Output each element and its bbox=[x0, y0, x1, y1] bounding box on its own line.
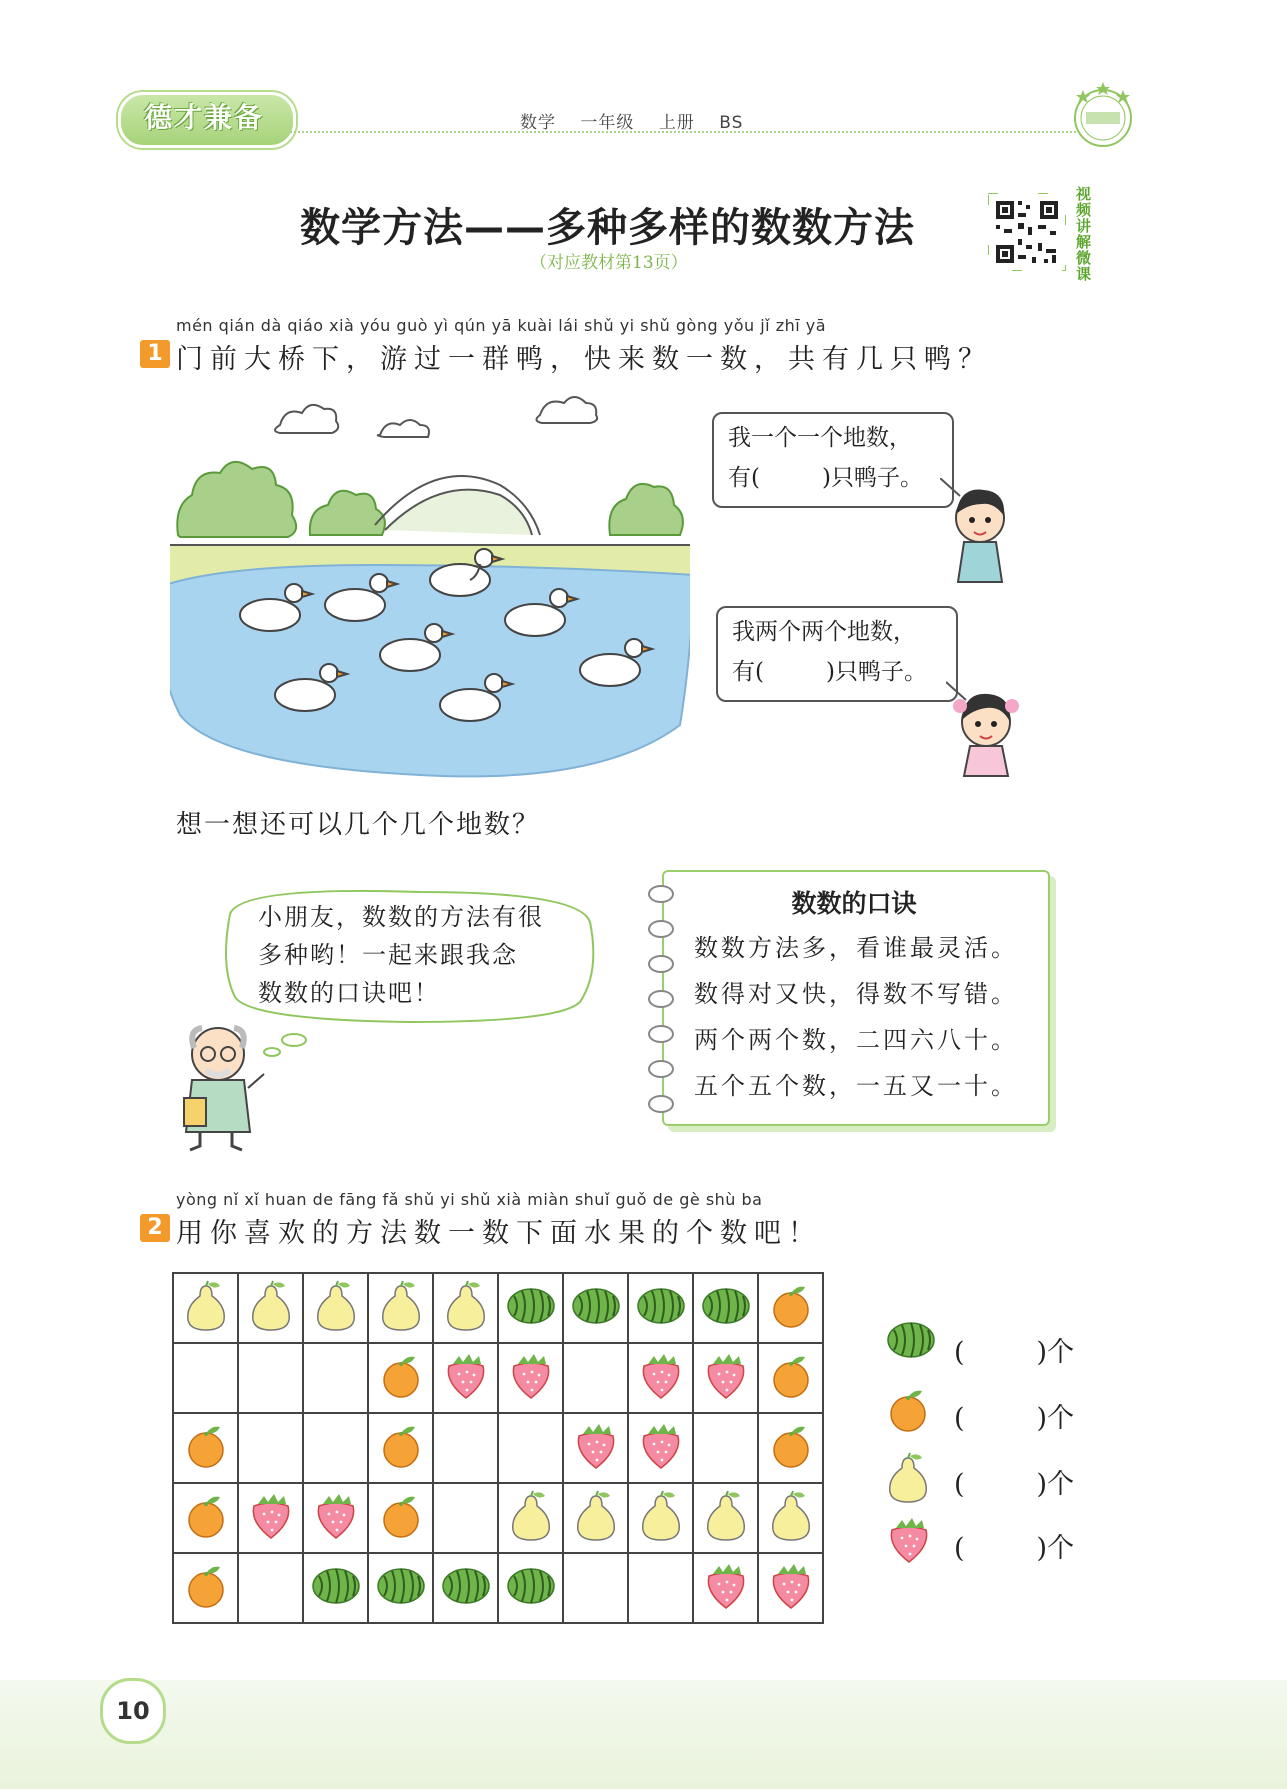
strawberry-icon bbox=[703, 1385, 749, 1404]
grid-row bbox=[173, 1413, 823, 1483]
orange-cell bbox=[758, 1273, 823, 1343]
pear-icon bbox=[574, 1527, 618, 1546]
publisher-seal-icon bbox=[1070, 78, 1136, 150]
legend-paren-close: )个 bbox=[1036, 1403, 1075, 1434]
think-prompt: 想一想还可以几个几个地数？ bbox=[176, 810, 541, 840]
legend-row-strawberry bbox=[886, 1516, 1096, 1576]
pear-icon bbox=[249, 1317, 293, 1336]
pear-icon bbox=[886, 1452, 930, 1511]
pear-cell bbox=[693, 1483, 758, 1553]
binder-ring-icon bbox=[648, 920, 674, 938]
strawberry-cell bbox=[303, 1483, 368, 1553]
grid-row bbox=[173, 1483, 823, 1553]
orange-icon bbox=[379, 1385, 423, 1404]
legend-answer bbox=[954, 1526, 1074, 1565]
rhyme-line: 数数方法多，看谁最灵活。 bbox=[694, 934, 1018, 962]
empty-cell bbox=[238, 1343, 303, 1413]
rhyme-line: 五个五个数，一五又一十。 bbox=[694, 1072, 1018, 1100]
pear-cell bbox=[368, 1273, 433, 1343]
logo-text: 德才兼备 bbox=[143, 101, 264, 134]
strawberry-icon bbox=[768, 1595, 814, 1614]
legend-paren-open: ( bbox=[954, 1469, 965, 1500]
grid-row bbox=[173, 1553, 823, 1623]
strawberry-cell bbox=[693, 1553, 758, 1623]
strawberry-cell bbox=[628, 1343, 693, 1413]
page-subtitle: （对应教材第13页） bbox=[530, 253, 688, 273]
q1-pinyin: mén qián dà qiáo xià yóu guò yì qún yā kuài lái shǔ yi shǔ gòng yǒu jǐ zhī yā bbox=[176, 316, 827, 335]
teacher-message bbox=[258, 898, 578, 1012]
watermelon-icon bbox=[441, 1591, 491, 1610]
orange-cell bbox=[368, 1343, 433, 1413]
orange-icon bbox=[379, 1525, 423, 1544]
header-book-info bbox=[520, 108, 761, 133]
pear-cell bbox=[238, 1273, 303, 1343]
empty-cell bbox=[628, 1553, 693, 1623]
girl-bubble-line1: 我两个两个地数， bbox=[732, 619, 916, 645]
rhyme-line: 两个两个数，二四六八十。 bbox=[694, 1026, 1018, 1054]
legend-answer bbox=[954, 1396, 1074, 1435]
watermelon-icon bbox=[506, 1591, 556, 1610]
watermelon-icon bbox=[506, 1311, 556, 1330]
pear-icon bbox=[184, 1317, 228, 1336]
strawberry-cell bbox=[238, 1483, 303, 1553]
orange-icon bbox=[184, 1525, 228, 1544]
legend-answer bbox=[954, 1330, 1074, 1369]
orange-cell bbox=[173, 1553, 238, 1623]
empty-cell bbox=[433, 1483, 498, 1553]
watermelon-icon bbox=[636, 1311, 686, 1330]
watermelon-cell bbox=[498, 1553, 563, 1623]
pear-cell bbox=[758, 1483, 823, 1553]
orange-icon bbox=[886, 1386, 930, 1441]
pear-cell bbox=[173, 1273, 238, 1343]
pear-icon bbox=[704, 1527, 748, 1546]
empty-cell bbox=[433, 1413, 498, 1483]
empty-cell bbox=[563, 1553, 628, 1623]
watermelon-cell bbox=[563, 1273, 628, 1343]
binder-ring-icon bbox=[648, 990, 674, 1008]
watermelon-icon bbox=[376, 1591, 426, 1610]
teacher-line-3: 数数的口诀吧！ bbox=[258, 979, 440, 1007]
empty-cell bbox=[303, 1413, 368, 1483]
page-title: 数学方法——多种多样的数数方法 bbox=[300, 205, 915, 251]
grid-row bbox=[173, 1273, 823, 1343]
qr-label: 视频讲解微课 bbox=[1076, 185, 1092, 283]
boy-bubble-line1: 我一个一个地数， bbox=[728, 425, 912, 451]
watermelon-cell bbox=[303, 1553, 368, 1623]
footer-band bbox=[0, 1680, 1287, 1789]
question-number-2: 2 bbox=[140, 1214, 170, 1242]
watermelon-cell bbox=[368, 1553, 433, 1623]
header-subject: 数学 bbox=[520, 113, 556, 133]
empty-cell bbox=[563, 1343, 628, 1413]
strawberry-icon bbox=[508, 1385, 554, 1404]
strawberry-icon bbox=[638, 1385, 684, 1404]
empty-cell bbox=[498, 1413, 563, 1483]
legend-paren-open: ( bbox=[954, 1403, 965, 1434]
orange-icon bbox=[769, 1455, 813, 1474]
pear-cell bbox=[563, 1483, 628, 1553]
legend-row-orange bbox=[886, 1386, 1096, 1446]
strawberry-cell bbox=[498, 1343, 563, 1413]
watermelon-icon bbox=[701, 1311, 751, 1330]
legend-row-pear bbox=[886, 1452, 1096, 1512]
page-number: 10 bbox=[100, 1678, 166, 1744]
q2-text: 用你喜欢的方法数一数下面水果的个数吧！ bbox=[176, 1218, 822, 1249]
strawberry-cell bbox=[758, 1553, 823, 1623]
legend-row-watermelon bbox=[886, 1320, 1096, 1380]
rhyme-line: 数得对又快，得数不写错。 bbox=[694, 980, 1018, 1008]
boy-speech-bubble bbox=[712, 412, 954, 508]
q1-text: 门前大桥下，游过一群鸭，快来数一数，共有几只鸭？ bbox=[176, 344, 992, 375]
question-number-1: 1 bbox=[140, 340, 170, 368]
empty-cell bbox=[238, 1413, 303, 1483]
strawberry-icon bbox=[703, 1595, 749, 1614]
orange-cell bbox=[368, 1413, 433, 1483]
watermelon-cell bbox=[433, 1553, 498, 1623]
legend-paren-close: )个 bbox=[1036, 1469, 1075, 1500]
binder-ring-icon bbox=[648, 1025, 674, 1043]
binder-ring-icon bbox=[648, 1060, 674, 1078]
strawberry-icon bbox=[313, 1525, 359, 1544]
pear-icon bbox=[769, 1527, 813, 1546]
legend-paren-close: )个 bbox=[1036, 1533, 1075, 1564]
girl-speech-bubble bbox=[716, 606, 958, 702]
pear-cell bbox=[498, 1483, 563, 1553]
pear-cell bbox=[303, 1273, 368, 1343]
strawberry-cell bbox=[693, 1343, 758, 1413]
watermelon-icon bbox=[311, 1591, 361, 1610]
empty-cell bbox=[173, 1343, 238, 1413]
teacher-line-1: 小朋友，数数的方法有很 bbox=[258, 903, 544, 931]
legend-answer bbox=[954, 1462, 1074, 1501]
pond-illustration bbox=[170, 395, 690, 780]
strawberry-icon bbox=[248, 1525, 294, 1544]
watermelon-cell bbox=[628, 1273, 693, 1343]
orange-icon bbox=[379, 1455, 423, 1474]
teacher-character-icon bbox=[172, 1018, 272, 1153]
watermelon-cell bbox=[498, 1273, 563, 1343]
teacher-line-2: 多种哟！一起来跟我念 bbox=[258, 941, 518, 969]
girl-character-icon bbox=[946, 680, 1026, 780]
watermelon-icon bbox=[886, 1320, 936, 1367]
empty-cell bbox=[238, 1553, 303, 1623]
header-volume: 上册 bbox=[658, 113, 695, 133]
strawberry-icon bbox=[573, 1455, 619, 1474]
grid-row bbox=[173, 1343, 823, 1413]
qr-code-icon[interactable] bbox=[988, 193, 1066, 271]
watermelon-cell bbox=[693, 1273, 758, 1343]
rhyme-title: 数数的口诀 bbox=[791, 889, 917, 918]
orange-cell bbox=[173, 1483, 238, 1553]
orange-cell bbox=[758, 1413, 823, 1483]
empty-cell bbox=[693, 1413, 758, 1483]
header-grade: 一年级 bbox=[580, 113, 635, 133]
pear-icon bbox=[379, 1317, 423, 1336]
orange-cell bbox=[368, 1483, 433, 1553]
pear-cell bbox=[628, 1483, 693, 1553]
rhyme-lines bbox=[694, 925, 1044, 1109]
orange-cell bbox=[173, 1413, 238, 1483]
pear-icon bbox=[509, 1527, 553, 1546]
strawberry-icon bbox=[886, 1516, 932, 1571]
binder-ring-icon bbox=[648, 1095, 674, 1113]
orange-icon bbox=[769, 1385, 813, 1404]
pear-icon bbox=[444, 1317, 488, 1336]
girl-bubble-line2: 有( )只鸭子。 bbox=[732, 659, 927, 685]
pear-cell bbox=[433, 1273, 498, 1343]
legend-paren-open: ( bbox=[954, 1533, 965, 1564]
binder-ring-icon bbox=[648, 955, 674, 973]
strawberry-cell bbox=[563, 1413, 628, 1483]
legend-paren-open: ( bbox=[954, 1337, 965, 1368]
strawberry-icon bbox=[638, 1455, 684, 1474]
orange-icon bbox=[769, 1315, 813, 1334]
legend-paren-close: )个 bbox=[1036, 1337, 1075, 1368]
orange-icon bbox=[184, 1595, 228, 1614]
watermelon-icon bbox=[571, 1311, 621, 1330]
fruit-grid bbox=[172, 1272, 824, 1624]
strawberry-icon bbox=[443, 1385, 489, 1404]
strawberry-cell bbox=[628, 1413, 693, 1483]
cloud-icon bbox=[275, 397, 597, 437]
pear-icon bbox=[639, 1527, 683, 1546]
orange-icon bbox=[184, 1455, 228, 1474]
orange-cell bbox=[758, 1343, 823, 1413]
header-edition: BS bbox=[719, 113, 744, 133]
q2-pinyin: yòng nǐ xǐ huan de fāng fǎ shǔ yi shǔ xià miàn shuǐ guǒ de gè shù ba bbox=[176, 1190, 763, 1209]
strawberry-cell bbox=[433, 1343, 498, 1413]
boy-bubble-line2: 有( )只鸭子。 bbox=[728, 465, 923, 491]
boy-character-icon bbox=[940, 478, 1020, 588]
pear-icon bbox=[314, 1317, 358, 1336]
empty-cell bbox=[303, 1343, 368, 1413]
